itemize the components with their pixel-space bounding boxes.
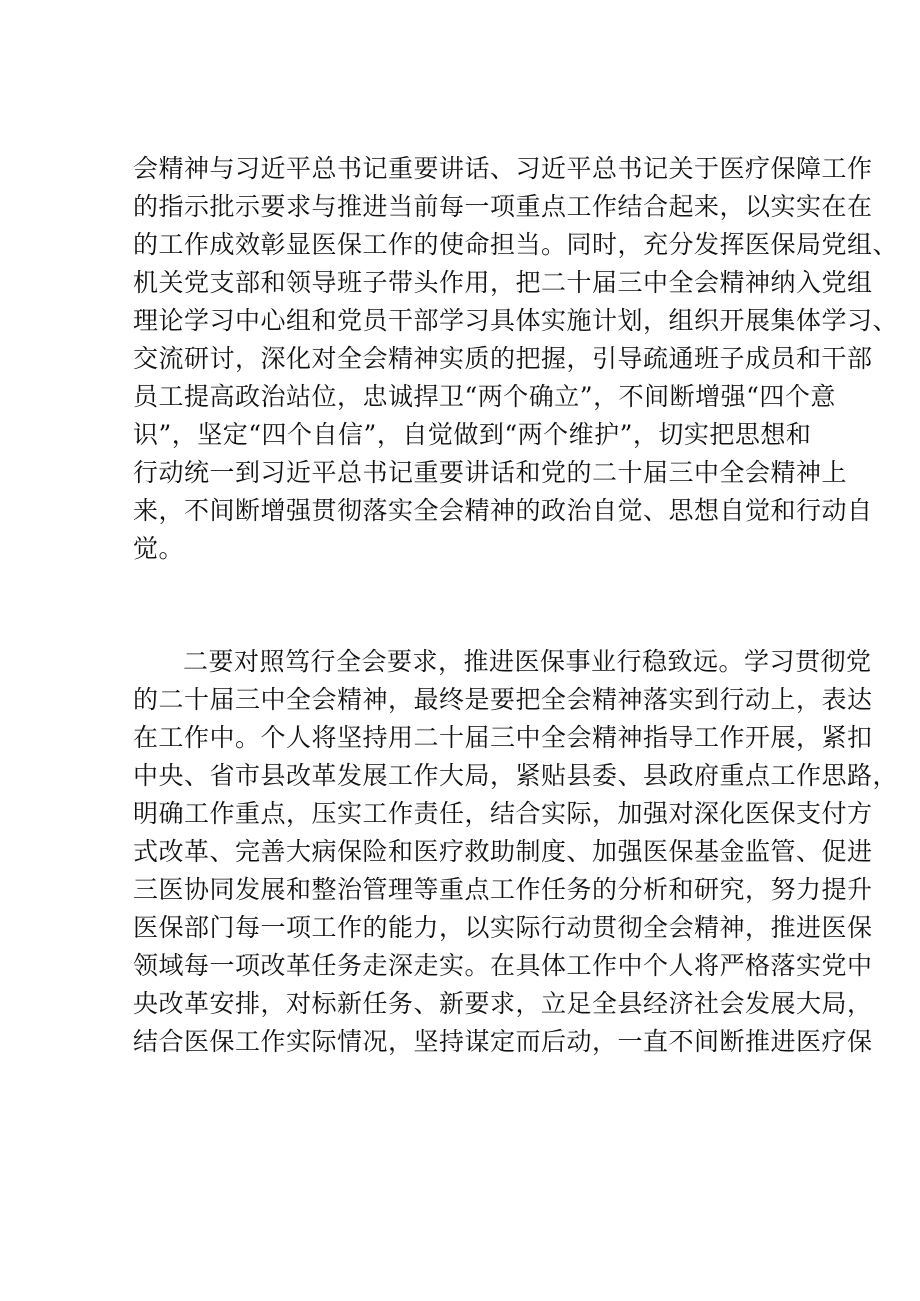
paragraph-line: 员工提高政治站位，忠诚捍卫“两个确立”，不间断增强“四个意	[133, 382, 836, 411]
paragraph-line: 央改革安排，对标新任务、新要求，立足全县经济社会发展大局，	[133, 989, 873, 1018]
paragraph-line: 会精神与习近平总书记重要讲话、习近平总书记关于医疗保障工作	[133, 154, 873, 183]
paragraph-line: 来，不间断增强贯彻落实全会精神的政治自觉、思想自觉和行动自	[133, 496, 873, 525]
paragraph-line: 交流研讨，深化对全会精神实质的把握，引导疏通班子成员和干部	[133, 344, 873, 373]
paragraph-line: 二要对照笃行全会要求，推进医保事业行稳致远。学习贯彻党	[183, 647, 872, 676]
paragraph-line: 三医协同发展和整治管理等重点工作任务的分析和研究，努力提升	[133, 875, 873, 904]
paragraph-line: 觉。	[133, 534, 185, 563]
paragraph-line: 中央、省市县改革发展工作大局，紧贴县委、县政府重点工作思路，	[133, 761, 899, 790]
paragraph-line: 行动统一到习近平总书记重要讲话和党的二十届三中全会精神上	[133, 458, 848, 487]
paragraph-line: 识”，坚定“四个自信”，自觉做到“两个维护”，切实把思想和	[133, 420, 812, 449]
paragraph-line: 领域每一项改革任务走深走实。在具体工作中个人将严格落实党中	[133, 951, 873, 980]
paragraph-line: 结合医保工作实际情况，坚持谋定而后动，一直不间断推进医疗保	[133, 1027, 873, 1056]
paragraph-line: 的工作成效彰显医保工作的使命担当。同时，充分发挥医保局党组、	[133, 230, 899, 259]
paragraph-line: 在工作中。个人将坚持用二十届三中全会精神指导工作开展，紧扣	[133, 723, 873, 752]
paragraph-line: 明确工作重点，压实工作责任，结合实际，加强对深化医保支付方	[133, 799, 873, 828]
paragraph-line: 的二十届三中全会精神，最终是要把全会精神落实到行动上，表达	[133, 685, 873, 714]
paragraph-line: 理论学习中心组和党员干部学习具体实施计划，组织开展集体学习、	[133, 306, 899, 335]
paragraph-line: 式改革、完善大病保险和医疗救助制度、加强医保基金监管、促进	[133, 837, 873, 866]
paragraph-line: 医保部门每一项工作的能力，以实际行动贯彻全会精神，推进医保	[133, 913, 873, 942]
paragraph-line: 的指示批示要求与推进当前每一项重点工作结合起来，以实实在在	[133, 192, 873, 221]
paragraph-1	[133, 150, 899, 568]
paragraph-2	[133, 643, 899, 1061]
paragraph-line: 机关党支部和领导班子带头作用，把二十届三中全会精神纳入党组	[133, 268, 873, 297]
